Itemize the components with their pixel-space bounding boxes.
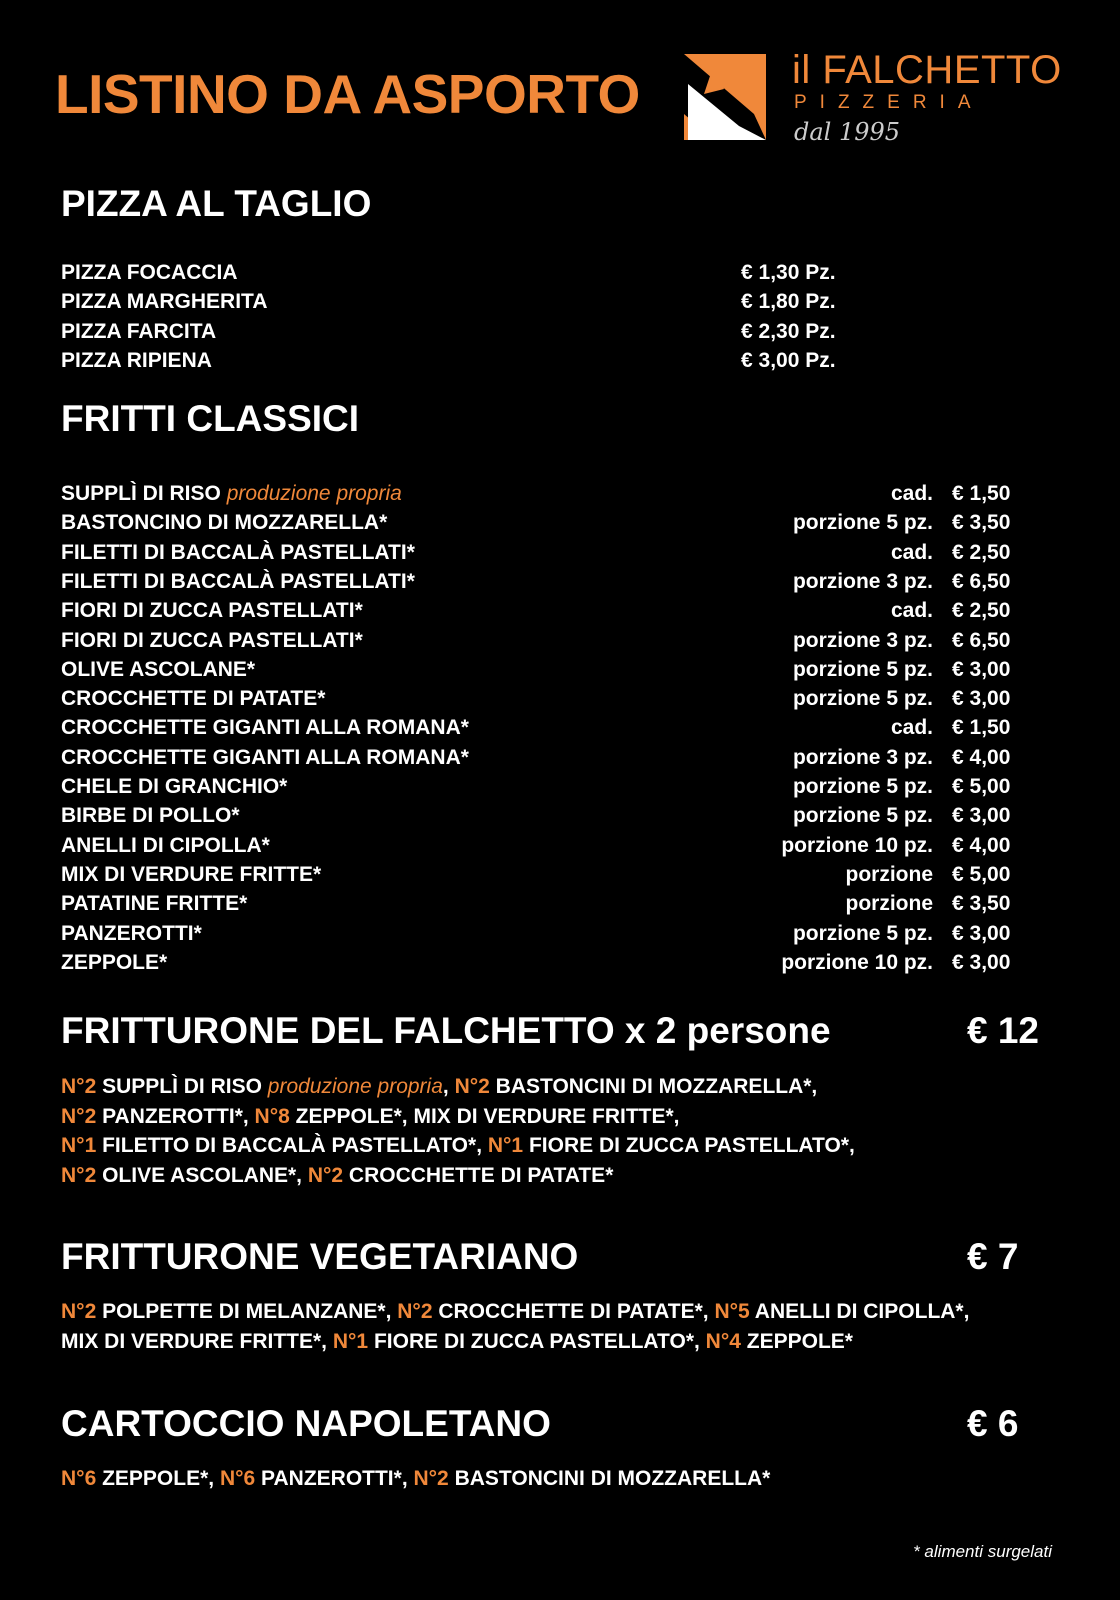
fritti-row [61,570,1021,599]
fritti-item-price: € 4,00 [952,833,1011,857]
quantity-count: N°4 [705,1329,741,1353]
fritti-row [61,658,1021,687]
fritti-item-qty: porzione 5 pz. [792,687,933,711]
description-line [61,1327,969,1357]
fritti-item-price: € 1,50 [952,716,1011,740]
description-line [61,1072,855,1102]
fritti-row [61,599,1021,628]
fritti-item-name [61,599,363,623]
description-line [61,1464,770,1494]
fritti-row [61,541,1021,570]
fritti-item-label: CROCCHETTE GIGANTI ALLA ROMANA* [61,716,469,740]
item-text: BASTONCINI DI MOZZARELLA* [448,1467,771,1490]
item-text: POLPETTE DI MELANZANE*, [96,1300,398,1323]
quantity-count: N°2 [61,1163,97,1187]
fritti-row [61,716,1021,745]
fritti-item-qty: porzione 3 pz. [792,628,933,652]
fritturone-vegetariano-description [61,1297,969,1356]
quantity-count: N°6 [219,1467,256,1490]
brand-name: il FALCHETTO [792,48,1062,92]
item-text: FIORE DI ZUCCA PASTELLATO*, [523,1134,855,1157]
pizza-item-price: € 2,30 Pz. [741,319,836,343]
fritti-item-name [61,775,287,799]
fritti-row [61,775,1021,804]
production-note: produzione propria [267,1075,443,1098]
fritti-item-label: PANZEROTTI* [61,921,202,945]
quantity-count: N°2 [61,1104,97,1128]
fritti-item-qty: cad. [890,716,933,740]
item-text: CROCCHETTE DI PATATE*, [432,1300,715,1323]
section-title-pizza-taglio: PIZZA AL TAGLIO [61,183,372,224]
fritti-row [61,863,1021,892]
fritti-item-label: SUPPLÌ DI RISO [61,482,221,505]
item-text: PANZEROTTI*, [255,1467,414,1490]
quantity-count: N°2 [61,1300,97,1323]
fritti-row [61,687,1021,716]
fritti-item-price: € 5,00 [952,775,1011,798]
fritti-item-price: € 3,50 [952,511,1011,535]
fritti-item-name [61,570,415,594]
quantity-count: N°2 [61,1075,97,1098]
fritti-item-label: FILETTI DI BACCALÀ PASTELLATI* [61,540,415,564]
fritti-item-label: CROCCHETTE GIGANTI ALLA ROMANA* [61,745,469,769]
fritti-item-price: € 4,00 [952,745,1011,769]
item-text: , [442,1075,455,1098]
fritti-item-qty: porzione [845,862,933,886]
fritti-item-name [61,511,387,535]
fritti-item-price: € 3,00 [952,657,1011,681]
pizza-item-price: € 1,80 Pz. [741,290,836,314]
pizza-item-name: PIZZA FOCACCIA [61,261,238,284]
brand-since: dal 1995 [794,118,901,146]
fritti-item-name [61,658,255,682]
item-text: ZEPPOLE* [740,1329,853,1353]
fritti-item-qty: porzione 5 pz. [792,511,933,535]
fritti-item-label: PATATINE FRITTE* [61,892,248,916]
pizza-item-price: € 1,30 Pz. [741,261,836,284]
fritti-item-label: FIORI DI ZUCCA PASTELLATI* [61,599,363,623]
section-title-cartoccio: CARTOCCIO NAPOLETANO [61,1403,551,1444]
fritti-row [61,922,1021,951]
fritti-item-label: BIRBE DI POLLO* [61,804,240,828]
quantity-count: N°6 [61,1467,97,1490]
cartoccio-price: € 6 [967,1403,1019,1444]
fritti-item-name [61,716,469,740]
fritti-row [61,834,1021,863]
fritti-item-price: € 6,50 [952,628,1011,652]
brand-subtitle: PIZZERIA [794,92,984,113]
fritti-item-qty: porzione 5 pz. [792,804,933,828]
fritti-item-name [61,687,325,711]
fritti-item-qty: porzione 5 pz. [792,921,933,945]
fritti-row [61,511,1021,540]
fritti-item-name [61,804,240,828]
falcon-logo-icon [684,54,766,140]
pizza-item-name: PIZZA RIPIENA [61,348,212,372]
item-text: FILETTO DI BACCALÀ PASTELLATO*, [96,1134,488,1157]
quantity-count: N°2 [454,1075,490,1098]
description-line [61,1161,855,1191]
item-text: ZEPPOLE*, [96,1467,220,1490]
fritti-item-price: € 2,50 [952,599,1011,623]
footnote: * alimenti surgelati [913,1542,1052,1561]
fritti-item-price: € 3,50 [952,892,1011,916]
fritti-row [61,482,1021,511]
fritti-item-label: BASTONCINO DI MOZZARELLA* [61,511,388,535]
fritti-item-price: € 3,00 [952,687,1011,711]
item-text: ANELLI DI CIPOLLA*, [749,1300,970,1323]
fritti-item-price: € 5,00 [952,862,1011,886]
fritti-item-label: OLIVE ASCOLANE* [61,657,256,681]
fritturone-falchetto-price: € 12 [967,1010,1040,1051]
quantity-count: N°2 [413,1467,449,1490]
section-title-fritti: FRITTI CLASSICI [61,398,360,439]
item-text: OLIVE ASCOLANE*, [96,1163,308,1187]
item-text: PANZEROTTI*, [96,1104,255,1128]
fritti-item-name [61,541,415,565]
cartoccio-description [61,1464,770,1494]
item-text: MIX DI VERDURE FRITTE*, [61,1329,333,1353]
fritti-item-name [61,863,321,887]
quantity-count: N°1 [487,1134,524,1157]
item-text: FIORE DI ZUCCA PASTELLATO*, [368,1329,706,1353]
quantity-count: N°1 [61,1134,97,1157]
fritti-item-label: CHELE DI GRANCHIO* [61,775,288,798]
item-text: ZEPPOLE*, MIX DI VERDURE FRITTE*, [289,1104,680,1128]
fritti-item-qty: porzione 3 pz. [792,569,933,593]
item-text: CROCCHETTE DI PATATE* [343,1163,614,1187]
fritti-item-price: € 3,00 [952,921,1011,945]
item-text: BASTONCINI DI MOZZARELLA*, [489,1075,818,1098]
fritti-item-qty: porzione 5 pz. [792,775,933,798]
fritti-item-label: FIORI DI ZUCCA PASTELLATI* [61,628,363,652]
fritti-item-label: ANELLI DI CIPOLLA* [61,833,270,857]
pizza-item-price: € 3,00 Pz. [741,348,836,372]
section-title-fritturone-vegetariano: FRITTURONE VEGETARIANO [61,1236,579,1277]
fritti-item-price: € 3,00 [952,950,1011,974]
description-line [61,1131,855,1161]
fritti-item-qty: porzione 3 pz. [792,745,933,769]
fritti-item-name [61,951,167,975]
fritti-item-price: € 3,00 [952,804,1011,828]
quantity-count: N°1 [332,1329,369,1353]
description-line [61,1102,855,1132]
fritti-row [61,746,1021,775]
section-title-fritturone-falchetto: FRITTURONE DEL FALCHETTO x 2 persone [61,1010,831,1051]
fritti-row [61,892,1021,921]
fritti-item-name [61,629,363,653]
fritti-item-qty: porzione 5 pz. [792,657,933,681]
quantity-count: N°2 [397,1300,433,1323]
fritti-item-qty: porzione 10 pz. [781,833,933,857]
fritti-item-qty: cad. [890,540,933,564]
page-title: LISTINO DA ASPORTO [55,63,640,125]
fritturone-falchetto-description [61,1072,855,1190]
fritti-row [61,951,1021,980]
fritturone-vegetariano-price: € 7 [967,1236,1019,1277]
quantity-count: N°5 [714,1300,750,1323]
fritti-item-qty: cad. [890,599,933,623]
fritti-item-price: € 2,50 [952,540,1011,564]
fritti-item-label: ZEPPOLE* [61,950,168,974]
description-line [61,1297,969,1327]
fritti-row [61,804,1021,833]
fritti-item-name [61,834,270,858]
fritti-item-name [61,746,469,770]
fritti-item-label: MIX DI VERDURE FRITTE* [61,862,322,886]
fritti-item-name [61,922,202,946]
fritti-item-name [61,892,247,916]
fritti-item-price: € 1,50 [952,482,1011,505]
quantity-count: N°2 [307,1163,344,1187]
fritti-item-label: CROCCHETTE DI PATATE* [61,687,326,711]
pizza-item-name: PIZZA MARGHERITA [61,290,268,314]
fritti-item-label: FILETTI DI BACCALÀ PASTELLATI* [61,569,415,593]
item-text: SUPPLÌ DI RISO [96,1075,268,1098]
fritti-row [61,629,1021,658]
fritti-item-qty: porzione 10 pz. [781,950,933,974]
fritti-item-note: produzione propria [226,482,402,505]
fritti-item-qty: cad. [890,482,933,505]
fritti-item-name [61,482,402,506]
fritti-item-qty: porzione [845,892,933,916]
pizza-item-name: PIZZA FARCITA [61,319,217,343]
quantity-count: N°8 [254,1104,290,1128]
fritti-item-price: € 6,50 [952,569,1011,593]
